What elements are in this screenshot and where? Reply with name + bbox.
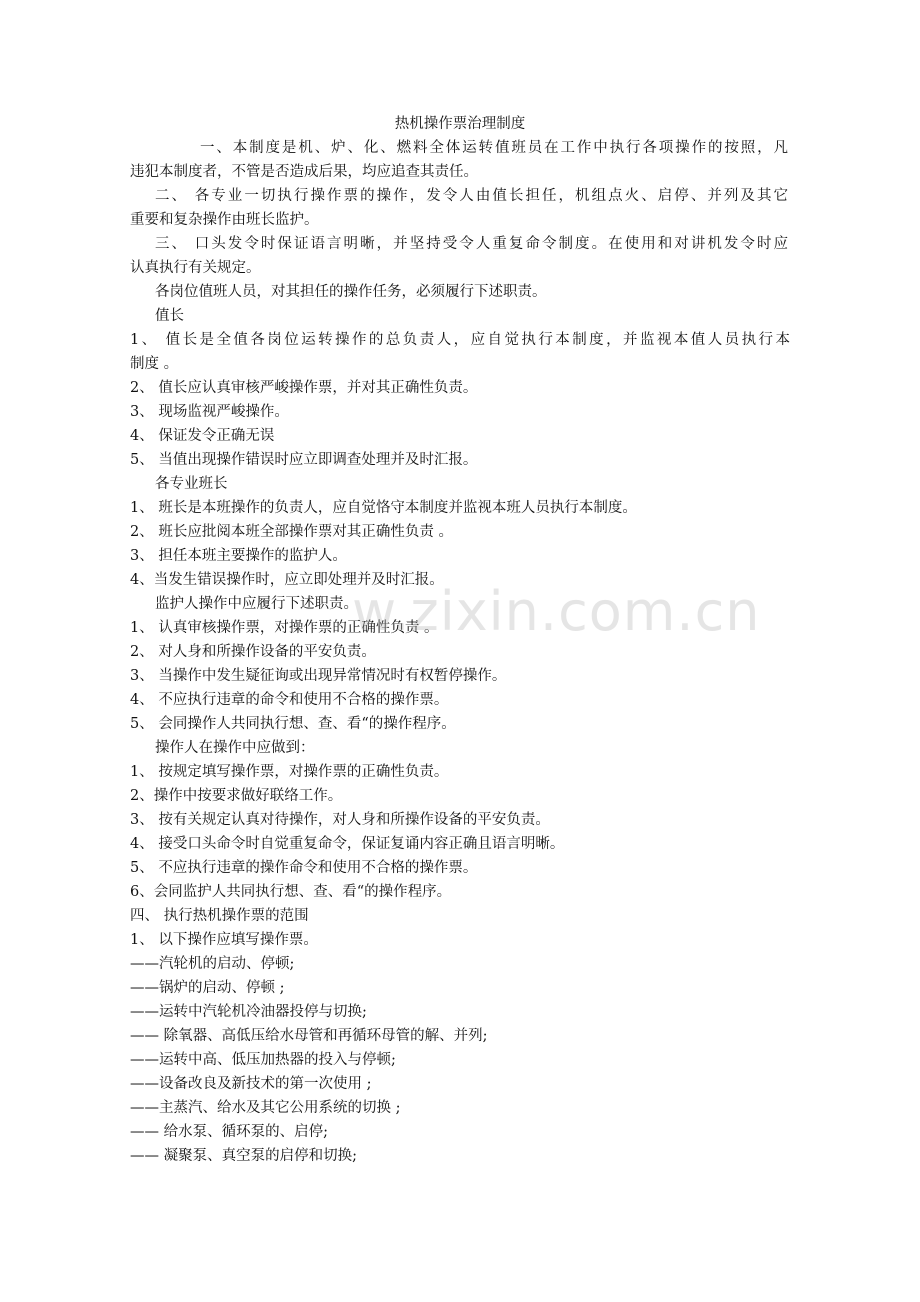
list-item: 5、 不应执行违章的操作命令和使用不合格的操作票。: [130, 860, 478, 876]
paragraph-line: 各岗位值班人员，对其担任的操作任务，必须履行下述职责。: [155, 284, 547, 300]
watermark: w.zixin.com.cn: [352, 580, 761, 643]
list-item: 3、 担任本班主要操作的监护人。: [130, 548, 347, 564]
list-item: 3、 当操作中发生疑征询或出现异常情况时有权暂停操作。: [130, 668, 507, 684]
paragraph-line: 违犯本制度者，不管是否造成后果，均应追查其责任。: [130, 164, 478, 180]
list-item-continuation: 制度 。: [130, 356, 179, 372]
list-item: 4、 不应执行违章的命令和使用不合格的操作票。: [130, 692, 449, 708]
paragraph-line: 一、本制度是机、炉、化、燃料全体运转值班员在工作中执行各项操作的按照，凡: [200, 140, 788, 156]
document-title: 热机操作票治理制度: [394, 116, 526, 132]
list-item: 3、 按有关规定认真对待操作，对人身和所操作设备的平安负责。: [130, 812, 550, 828]
list-item: 3、 现场监视严峻操作。: [130, 404, 289, 420]
paragraph-line: 三、 口头发令时保证语言明晰，并坚持受令人重复命令制度。在使用和对讲机发令时应: [155, 236, 788, 252]
dash-item: ——主蒸汽、给水及其它公用系统的切换 ;: [130, 1100, 401, 1116]
dash-item: ——锅炉的启动、停顿 ;: [130, 980, 285, 996]
dash-item: ——运转中汽轮机冷油器投停与切换;: [130, 1004, 367, 1020]
list-item: 2、 值长应认真审核严峻操作票，并对其正确性负责。: [130, 380, 478, 396]
list-item: 1、 以下操作应填写操作票。: [130, 932, 318, 948]
list-item: 2、 班长应批阅本班全部操作票对其正确性负责 。: [130, 524, 453, 540]
paragraph-line: 重要和复杂操作由班长监护。: [130, 212, 319, 228]
dash-item: —— 凝聚泵、真空泵的启停和切换;: [130, 1148, 357, 1164]
dash-item: ——汽轮机的启动、停顿;: [130, 956, 295, 972]
dash-item: —— 除氧器、高低压给水母管和再循环母管的解、并列;: [130, 1028, 488, 1044]
section-heading: 值长: [155, 308, 184, 324]
list-item: 6、会同监护人共同执行想、查、看“的操作程序。: [130, 884, 452, 900]
dash-item: ——设备改良及新技术的第一次使用 ;: [130, 1076, 372, 1092]
dash-item: ——运转中高、低压加热器的投入与停顿;: [130, 1052, 396, 1068]
list-item: 1、 班长是本班操作的负责人，应自觉恪守本制度并监视本班人员执行本制度。: [130, 500, 637, 516]
list-item: 5、 会同操作人共同执行想、查、看“的操作程序。: [130, 716, 456, 732]
list-item: 2、 对人身和所操作设备的平安负责。: [130, 644, 376, 660]
paragraph-line: 认真执行有关规定。: [130, 260, 261, 276]
paragraph-line: 二、 各专业一切执行操作票的操作，发令人由值长担任，机组点火、启停、并列及其它: [155, 188, 788, 204]
list-item: 4、 接受口头命令时自觉重复命令，保证复诵内容正确且语言明晰。: [130, 836, 565, 852]
list-item: 4、 保证发令正确无误: [130, 428, 275, 444]
section-heading: 各专业班长: [155, 476, 228, 492]
section-heading: 四、 执行热机操作票的范围: [130, 908, 309, 924]
list-item: 4、当发生错误操作时，应立即处理并及时汇报。: [130, 572, 444, 588]
list-item: 1、 认真审核操作票，对操作票的正确性负责 。: [130, 620, 439, 636]
list-item: 5、 当值出现操作错误时应立即调查处理并及时汇报。: [130, 452, 478, 468]
list-item: 2、操作中按要求做好联络工作。: [130, 788, 343, 804]
list-item: 1、 值长是全值各岗位运转操作的总负责人，应自觉执行本制度，并监视本值人员执行本: [130, 332, 790, 348]
list-item: 1、 按规定填写操作票，对操作票的正确性负责。: [130, 764, 449, 780]
dash-item: —— 给水泵、循环泵的、启停;: [130, 1124, 328, 1140]
section-heading: 监护人操作中应履行下述职责。: [155, 596, 358, 612]
section-heading: 操作人在操作中应做到：: [155, 740, 315, 756]
